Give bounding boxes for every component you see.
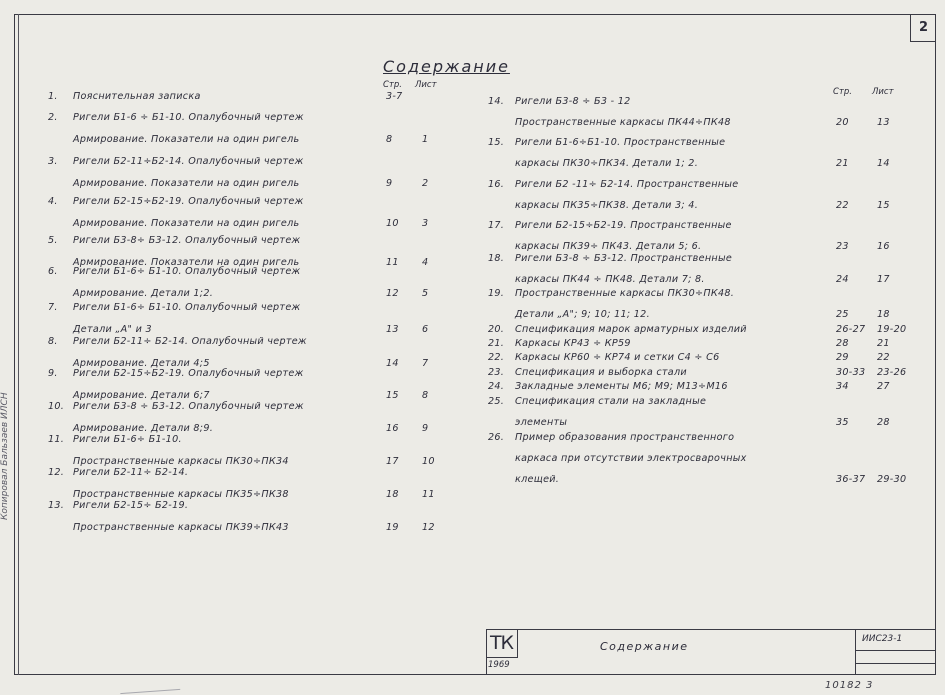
toc-entry-line (515, 474, 559, 486)
toc-entry-title: Пространственные каркасы ПК30÷ПК48. (515, 288, 735, 299)
toc-entry-title: Ригели Б1-6÷ Б1-10. Опалубочный чертеж (73, 302, 301, 313)
toc-entry-sheet: 16 (877, 241, 890, 252)
toc-entry-title: Ригели Б2-11÷ Б2-14. (73, 467, 189, 478)
toc-entry-number: 20. (488, 324, 505, 335)
side-stamp (0, 270, 14, 520)
toc-entry-number: 26. (488, 432, 505, 443)
toc-entry-line (515, 241, 701, 253)
toc-entry-number: 10. (48, 401, 65, 412)
toc-entry-line (488, 96, 631, 108)
toc-entry-number: 13. (48, 500, 65, 511)
toc-entry-title: Армирование. Детали 1;2. (73, 288, 214, 299)
toc-entry-title: Армирование. Показатели на один ригель (73, 178, 300, 189)
toc-entry-title: каркасы ПК35÷ПК38. Детали 3; 4. (515, 200, 699, 211)
toc-entry-page: 26-27 (836, 324, 866, 335)
stamp-divider (855, 663, 936, 664)
toc-entry-sheet: 1 (422, 134, 429, 145)
toc-entry-title: Пространственные каркасы ПК44÷ПК48 (515, 117, 731, 128)
toc-entry-page: 11 (386, 257, 399, 268)
toc-entry-title: Армирование. Показатели на один ригель (73, 257, 300, 268)
toc-entry-line (488, 288, 734, 300)
toc-entry-title: Спецификация и выборка стали (515, 367, 687, 378)
toc-entry-page: 17 (386, 456, 399, 467)
toc-entry-sheet: 13 (877, 117, 890, 128)
toc-entry-line (488, 432, 734, 444)
toc-entry-page: 25 (836, 309, 849, 320)
toc-entry-number: 24. (488, 381, 505, 392)
toc-entry-title: Ригели Б2-15÷Б2-19. Опалубочный чертеж (73, 368, 304, 379)
toc-entry-title: Ригели Б1-6÷ Б1-10. Опалубочный чертеж (73, 266, 301, 277)
toc-entry-number: 16. (488, 179, 505, 190)
toc-entry-title: Пояснительная записка (73, 91, 201, 102)
toc-entry-line (515, 309, 650, 321)
toc-entry-sheet: 28 (877, 417, 890, 428)
toc-entry-line (73, 489, 289, 501)
toc-entry-sheet: 6 (422, 324, 429, 335)
toc-entry-page: 30-33 (836, 367, 866, 378)
toc-entry-title: Армирование. Показатели на один ригель (73, 134, 300, 145)
toc-entry-sheet: 3 (422, 218, 429, 229)
toc-entry-line (488, 352, 720, 364)
toc-entry-line (488, 381, 728, 393)
toc-entry-number: 17. (488, 220, 505, 231)
toc-entry-line (488, 367, 687, 379)
toc-entry-sheet: 14 (877, 158, 890, 169)
toc-entry-number: 7. (48, 302, 58, 313)
inventory-note: 10182 3 (825, 680, 874, 691)
toc-entry-page: 29 (836, 352, 849, 363)
toc-entry-line (73, 423, 213, 435)
left-col-header-sheet: Лист (415, 80, 437, 90)
toc-entry-line (515, 453, 747, 465)
toc-entry-number: 12. (48, 467, 65, 478)
toc-entry-title: Армирование. Детали 6;7 (73, 390, 210, 401)
toc-entry-number: 9. (48, 368, 58, 379)
toc-entry-line (73, 218, 300, 230)
toc-entry-sheet: 12 (422, 522, 435, 533)
toc-entry-number: 4. (48, 196, 58, 207)
toc-entry-page: 9 (386, 178, 393, 189)
toc-entry-title: Ригели Б2 -11÷ Б2-14. Пространственные (515, 179, 739, 190)
toc-entry-number: 22. (488, 352, 505, 363)
stamp-year: 1969 (488, 660, 510, 670)
toc-entry-page: 14 (386, 358, 399, 369)
toc-entry-number: 3. (48, 156, 58, 167)
toc-entry-number: 21. (488, 338, 505, 349)
toc-entry-line (488, 220, 732, 232)
toc-entry-title: Армирование. Детали 4;5 (73, 358, 210, 369)
toc-entry-number: 25. (488, 396, 505, 407)
toc-entry-sheet: 10 (422, 456, 435, 467)
toc-entry-page: 10 (386, 218, 399, 229)
toc-entry-number: 14. (488, 96, 505, 107)
toc-entry-sheet: 7 (422, 358, 429, 369)
right-col-header-sheet: Лист (872, 87, 894, 97)
toc-entry-sheet: 5 (422, 288, 429, 299)
toc-entry-page: 16 (386, 423, 399, 434)
toc-entry-line (48, 368, 304, 380)
binding-margin-line (18, 14, 19, 675)
toc-entry-number: 18. (488, 253, 505, 264)
toc-entry-line (515, 274, 705, 286)
stamp-title: Содержание (600, 640, 689, 653)
toc-entry-title: Ригели Б2-15÷Б2-19. Опалубочный чертеж (73, 196, 304, 207)
toc-entry-title: элементы (515, 417, 568, 428)
toc-entry-title: Спецификация стали на закладные (515, 396, 707, 407)
toc-entry-line (48, 434, 182, 446)
toc-entry-line (488, 396, 706, 408)
toc-entry-title: Армирование. Детали 8;9. (73, 423, 214, 434)
toc-entry-line (73, 178, 300, 190)
toc-entry-line (73, 288, 213, 300)
toc-entry-page: 3-7 (386, 91, 403, 102)
toc-entry-number: 19. (488, 288, 505, 299)
toc-entry-title: Ригели Б3-8 ÷ Б3 - 12 (515, 96, 631, 107)
toc-entry-number: 1. (48, 91, 58, 102)
toc-entry-sheet: 15 (877, 200, 890, 211)
toc-entry-title: Каркасы КР43 ÷ КР59 (515, 338, 631, 349)
toc-entry-title: Спецификация марок арматурных изделий (515, 324, 747, 335)
toc-entry-title: Пространственные каркасы ПК35÷ПК38 (73, 489, 289, 500)
toc-entry-sheet: 17 (877, 274, 890, 285)
toc-entry-line (73, 324, 152, 336)
toc-entry-sheet: 22 (877, 352, 890, 363)
toc-entry-title: Закладные элементы М6; М9; М13÷М16 (515, 381, 728, 392)
toc-entry-line (488, 253, 732, 265)
toc-entry-title: Ригели Б2-15÷ Б2-19. (73, 500, 189, 511)
toc-entry-page: 19 (386, 522, 399, 533)
toc-entry-page: 15 (386, 390, 399, 401)
toc-entry-page: 34 (836, 381, 849, 392)
toc-entry-line (488, 338, 631, 350)
toc-entry-line (48, 235, 300, 247)
toc-entry-line (48, 112, 304, 124)
toc-entry-line (515, 200, 698, 212)
toc-entry-sheet: 18 (877, 309, 890, 320)
stamp-divider (855, 650, 936, 651)
toc-entry-title: Ригели Б3-8 ÷ Б3-12. Опалубочный чертеж (73, 401, 304, 412)
toc-entry-line (73, 134, 300, 146)
toc-entry-sheet: 21 (877, 338, 890, 349)
toc-entry-line (73, 456, 289, 468)
toc-entry-title: Ригели Б2-11÷ Б2-14. Опалубочный чертеж (73, 336, 307, 347)
toc-entry-title: Ригели Б2-11÷Б2-14. Опалубочный чертеж (73, 156, 304, 167)
toc-entry-line (515, 417, 567, 429)
toc-entry-title: Каркасы КР60 ÷ КР74 и сетки С4 ÷ С6 (515, 352, 720, 363)
toc-entry-title: Ригели Б3-8 ÷ Б3-12. Пространственные (515, 253, 733, 264)
toc-entry-title: каркасы ПК44 ÷ ПК48. Детали 7; 8. (515, 274, 705, 285)
toc-entry-title: Армирование. Показатели на один ригель (73, 218, 300, 229)
toc-entry-sheet: 9 (422, 423, 429, 434)
toc-entry-title: Пример образования пространственного (515, 432, 735, 443)
toc-entry-line (48, 401, 304, 413)
toc-entry-line (48, 266, 300, 278)
toc-entry-page: 18 (386, 489, 399, 500)
toc-entry-page: 35 (836, 417, 849, 428)
toc-entry-page: 13 (386, 324, 399, 335)
page-title: Содержание (383, 57, 510, 76)
toc-entry-page: 22 (836, 200, 849, 211)
toc-entry-title: Ригели Б3-8÷ Б3-12. Опалубочный чертеж (73, 235, 301, 246)
toc-entry-sheet: 19-20 (877, 324, 907, 335)
toc-entry-number: 23. (488, 367, 505, 378)
toc-entry-number: 6. (48, 266, 58, 277)
toc-entry-title: каркасы ПК39÷ ПК43. Детали 5; 6. (515, 241, 702, 252)
toc-entry-title: каркаса при отсутствии электросварочных (515, 453, 747, 464)
toc-entry-line (488, 179, 738, 191)
toc-entry-sheet: 11 (422, 489, 435, 500)
toc-entry-sheet: 27 (877, 381, 890, 392)
sheet-number: 2 (910, 14, 936, 42)
toc-entry-line (48, 467, 188, 479)
toc-entry-page: 21 (836, 158, 849, 169)
toc-entry-line (48, 91, 201, 103)
pencil-mark (120, 681, 180, 694)
toc-entry-page: 36-37 (836, 474, 866, 485)
stamp-code: ИИС23-1 (862, 634, 903, 644)
toc-entry-number: 8. (48, 336, 58, 347)
toc-entry-title: Ригели Б1-6÷Б1-10. Пространственные (515, 137, 726, 148)
toc-entry-title: Ригели Б2-15÷Б2-19. Пространственные (515, 220, 732, 231)
toc-entry-page: 8 (386, 134, 393, 145)
toc-entry-sheet: 2 (422, 178, 429, 189)
toc-entry-title: Ригели Б1-6÷ Б1-10. (73, 434, 182, 445)
toc-entry-sheet: 4 (422, 257, 429, 268)
toc-entry-page: 24 (836, 274, 849, 285)
toc-entry-line (73, 390, 210, 402)
toc-entry-line (48, 336, 307, 348)
left-col-header-page: Стр. (383, 80, 402, 90)
toc-entry-line (515, 158, 698, 170)
toc-entry-sheet: 8 (422, 390, 429, 401)
toc-entry-page: 12 (386, 288, 399, 299)
toc-entry-page: 20 (836, 117, 849, 128)
toc-entry-title: Пространственные каркасы ПК30÷ПК34 (73, 456, 289, 467)
toc-entry-number: 15. (488, 137, 505, 148)
right-col-header-page: Стр. (833, 87, 852, 97)
toc-entry-sheet: 23-26 (877, 367, 907, 378)
toc-entry-page: 28 (836, 338, 849, 349)
toc-entry-line (48, 196, 304, 208)
toc-entry-title: клещей. (515, 474, 560, 485)
toc-entry-line (48, 156, 304, 168)
toc-entry-page: 23 (836, 241, 849, 252)
toc-entry-title: каркасы ПК30÷ПК34. Детали 1; 2. (515, 158, 699, 169)
toc-entry-line (73, 522, 289, 534)
toc-entry-line (48, 302, 300, 314)
toc-entry-title: Детали „А" и 3 (73, 324, 152, 335)
toc-entry-line (48, 500, 188, 512)
toc-entry-number: 11. (48, 434, 65, 445)
toc-entry-title: Детали „А"; 9; 10; 11; 12. (515, 309, 650, 320)
toc-entry-number: 5. (48, 235, 58, 246)
toc-entry-line (488, 137, 725, 149)
toc-entry-line (488, 324, 747, 336)
toc-entry-sheet: 29-30 (877, 474, 907, 485)
stamp-mark: ТК (486, 629, 518, 658)
toc-entry-number: 2. (48, 112, 58, 123)
toc-entry-title: Пространственные каркасы ПК39÷ПК43 (73, 522, 289, 533)
toc-entry-title: Ригели Б1-6 ÷ Б1-10. Опалубочный чертеж (73, 112, 304, 123)
toc-entry-line (515, 117, 731, 129)
side-stamp-text: Копировал Бальзаев ИЛСН (0, 392, 10, 520)
